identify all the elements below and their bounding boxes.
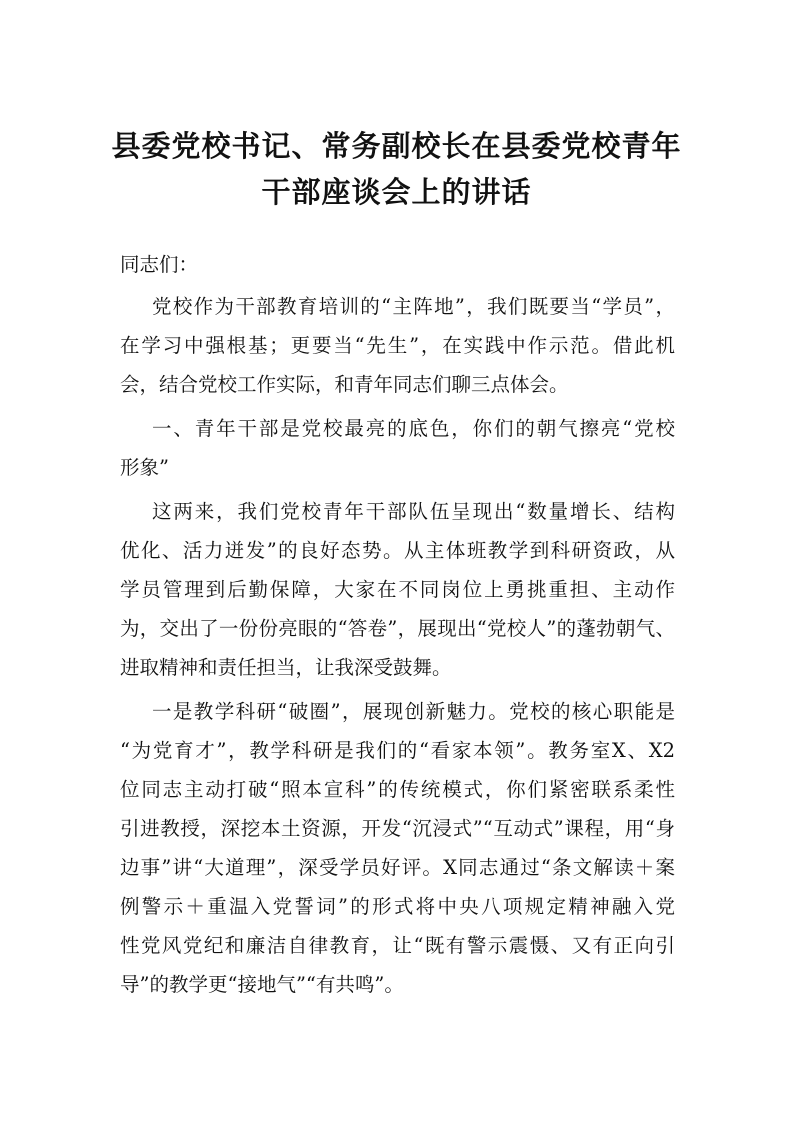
- paragraph-line: 例警示＋重温入党誓词”的形式将中央八项规定精神融入党: [120, 895, 675, 918]
- paragraph-line: 学员管理到后勤保障，大家在不同岗位上勇挑重担、主动作: [120, 578, 675, 601]
- paragraph-line: 这两来，我们党校青年干部队伍呈现出“数量增长、结构: [152, 500, 675, 523]
- section-heading-line: 一、青年干部是党校最亮的底色，你们的朝气擦亮“党校: [152, 417, 675, 440]
- paragraph-line: 进取精神和责任担当，让我深受鼓舞。: [120, 656, 452, 679]
- paragraph-line: 性党风党纪和廉洁自律教育，让“既有警示震慑、又有正向引: [120, 934, 675, 957]
- paragraph-line: “为党育才”，教学科研是我们的“看家本领”。教务室X、X2: [120, 739, 675, 762]
- paragraph-line: 在学习中强根基；更要当“先生”，在实践中作示范。借此机: [120, 334, 675, 357]
- paragraph-line: 优化、活力迸发”的良好态势。从主体班教学到科研资政，从: [120, 539, 675, 562]
- paragraph-line: 边事”讲“大道理”，深受学员好评。X同志通过“条文解读＋案: [120, 856, 675, 879]
- paragraph-line: 一是教学科研“破圈”，展现创新魅力。党校的核心职能是: [152, 700, 675, 723]
- paragraph-line: 导”的教学更“接地气”“有共鸣”。: [120, 973, 404, 996]
- paragraph-line: 会，结合党校工作实际，和青年同志们聊三点体会。: [120, 373, 569, 396]
- paragraph-line: 引进教授，深挖本土资源，开发“沉浸式”“互动式”课程，用“身: [120, 817, 675, 840]
- paragraph-line: 位同志主动打破“照本宣科”的传统模式，你们紧密联系柔性: [120, 778, 675, 801]
- paragraph-line: 为，交出了一份份亮眼的“答卷”，展现出“党校人”的蓬勃朝气、: [120, 617, 675, 640]
- paragraph-line: 党校作为干部教育培训的“主阵地”，我们既要当“学员”，: [152, 295, 675, 318]
- document-title-line-1: 县委党校书记、常务副校长在县委党校青年: [111, 129, 682, 163]
- salutation: 同志们：: [120, 253, 199, 276]
- document-title-line-2: 干部座谈会上的讲话: [261, 175, 532, 209]
- section-heading-line: 形象”: [120, 456, 169, 479]
